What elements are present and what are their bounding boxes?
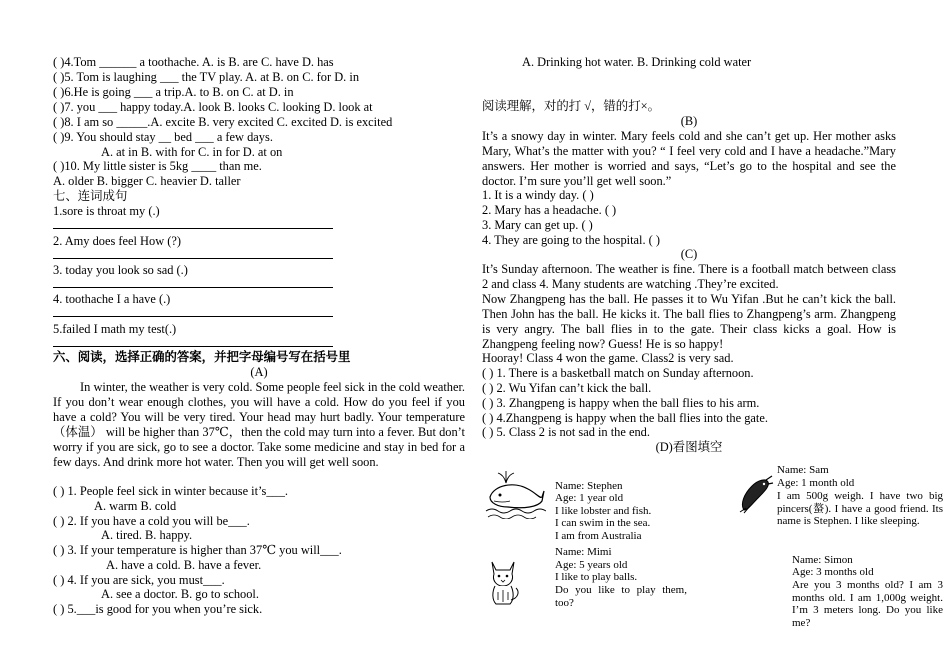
passage-c-label: (C) [680, 247, 698, 261]
simon-age: Age: 3 months old [792, 566, 874, 578]
a-question-3: ( ) 3. If your temperature is higher than 37℃ you will___. [53, 543, 342, 557]
order-item-3: 3. today you look so sad (.) [53, 263, 188, 277]
passage-b: It’s a snowy day in winter. Mary feels cold and she can’t get up. Her mother asks Mary, What’s the matter with you? “ I feel very cold and I have a headache.”Mary answers. Her mother is worried and says, “Let’s go to the hospital and see the doctor. I’m sure you’ll get well soon.” [482, 129, 896, 188]
mimi-name: Name: Mimi [555, 546, 612, 558]
a-question-3-options: A. have a cold. B. have a fever. [106, 558, 262, 572]
sam-age: Age: 1 month old [777, 477, 855, 489]
answer-line-5[interactable] [53, 346, 333, 347]
passage-a-label: (A) [250, 365, 268, 379]
mc-question-8: ( )8. I am so _____.A. excite B. very excited C. excited D. is excited [53, 115, 393, 129]
b-question-4: 4. They are going to the hospital. ( ) [482, 233, 661, 247]
sam-name: Name: Sam [777, 464, 829, 476]
section-7-title: 七、连词成句 [53, 189, 128, 203]
mc-question-6: ( )6.He is going ___ a trip.A. to B. on C. at D. in [53, 85, 294, 99]
section-d-title: (D)看图填空 [655, 440, 723, 454]
c-question-3: ( ) 3. Zhangpeng is happy when the ball flies to his arm. [482, 396, 760, 410]
mimi-text: Do you like to play them, too? [555, 584, 687, 609]
stephen-name: Name: Stephen [555, 480, 623, 492]
a-question-5-options: A. Drinking hot water. B. Drinking cold water [522, 55, 752, 69]
answer-line-2[interactable] [53, 258, 333, 259]
b-question-3: 3. Mary can get up. ( ) [482, 218, 593, 232]
a-question-2-options: A. tired. B. happy. [101, 528, 193, 542]
reading-title: 阅读理解，对的打 √，错的打×。 [482, 99, 660, 113]
mc-question-7: ( )7. you ___ happy today.A. look B. looks C. looking D. look at [53, 100, 373, 114]
passage-c-para-2: Now Zhangpeng has the ball. He passes it to Wu Yifan .But he can’t kick the ball. Then John has the ball. He kicks it. The ball flies to Zhangpeng’s arm. Zhangpeng is very angry. The ball flies in to the gate. Their class kicks a goal. How is Zhangpeng feeling now? Guess! He is so happy! [482, 292, 896, 351]
b-question-2: 2. Mary has a headache. ( ) [482, 203, 617, 217]
c-question-5: ( ) 5. Class 2 is not sad in the end. [482, 425, 650, 439]
answer-line-3[interactable] [53, 287, 333, 288]
mimi-line: I like to play balls. [555, 571, 638, 583]
a-question-1: ( ) 1. People feel sick in winter because it’s___. [53, 484, 289, 498]
stephen-line-1: I like lobster and fish. [555, 505, 652, 517]
sam-text: I am 500g weigh. I have two big pincers(螯). I have a good friend. Its name is Stephen. I like sleeping. [777, 490, 943, 528]
stephen-line-2: I can swim in the sea. [555, 517, 651, 529]
mc-question-9-options: A. at in B. with for C. in for D. at on [101, 145, 283, 159]
passage-c-para-3: Hooray! Class 4 won the game. Class2 is very sad. [482, 351, 734, 365]
simon-text: Are you 3 months old? I am 3 months old. I am 1,000g weight. I’m 3 meters long. Do you like me? [792, 579, 943, 629]
a-question-1-options: A. warm B. cold [94, 499, 177, 513]
order-item-5: 5.failed I math my test(.) [53, 322, 177, 336]
whale-icon [484, 467, 546, 519]
a-question-4: ( ) 4. If you are sick, you must___. [53, 573, 225, 587]
simon-name: Name: Simon [792, 554, 853, 566]
a-question-5: ( ) 5.___is good for you when you’re sick. [53, 602, 263, 616]
mc-question-4: ( )4.Tom ______ a toothache. A. is B. are C. have D. has [53, 55, 334, 69]
b-question-1: 1. It is a windy day. ( ) [482, 188, 594, 202]
lobster-icon [736, 474, 774, 514]
stephen-line-3: I am from Australia [555, 530, 642, 542]
a-question-2: ( ) 2. If you have a cold you will be___. [53, 514, 250, 528]
mc-question-5: ( )5. Tom is laughing ___ the TV play. A. at B. on C. for D. in [53, 70, 360, 84]
section-6-title: 六、阅读，选择正确的答案，并把字母编号写在括号里 [53, 350, 351, 364]
c-question-1: ( ) 1. There is a basketball match on Sunday afternoon. [482, 366, 754, 380]
a-question-4-options: A. see a doctor. B. go to school. [101, 587, 259, 601]
passage-a: In winter, the weather is very cold. Some people feel sick in the cold weather. If you don’t wear enough clothes, you will have a cold. How do you feel if you have a cold? You will be very tired. Your head may hurt badly. Your temperature（体温） will be higher than 37℃，then the cold may turn into a fever. But don’t worry if you are sick, go to see a doctor. Take some medicine and stay in bed for a few days. And drink more hot water. Then you will get well soon. [53, 380, 465, 469]
answer-line-1[interactable] [53, 228, 333, 229]
passage-c-para-1: It’s Sunday afternoon. The weather is fine. There is a football match between class 2 and class 4. Many students are watching .They’re excited. [482, 262, 896, 291]
mc-question-10: ( )10. My little sister is 5kg ____ than me. [53, 159, 262, 173]
stephen-age: Age: 1 year old [555, 492, 624, 504]
c-question-4: ( ) 4.Zhangpeng is happy when the ball flies into the gate. [482, 411, 768, 425]
mimi-age: Age: 5 years old [555, 559, 628, 571]
order-item-1: 1.sore is throat my (.) [53, 204, 160, 218]
mc-question-10-options: A. older B. bigger C. heavier D. taller [53, 174, 241, 188]
mc-question-9: ( )9. You should stay __ bed ___ a few days. [53, 130, 273, 144]
passage-b-label: (B) [680, 114, 698, 128]
order-item-4: 4. toothache I a have (.) [53, 292, 171, 306]
order-item-2: 2. Amy does feel How (?) [53, 234, 182, 248]
c-question-2: ( ) 2. Wu Yifan can’t kick the ball. [482, 381, 652, 395]
cat-icon [484, 556, 522, 606]
answer-line-4[interactable] [53, 316, 333, 317]
